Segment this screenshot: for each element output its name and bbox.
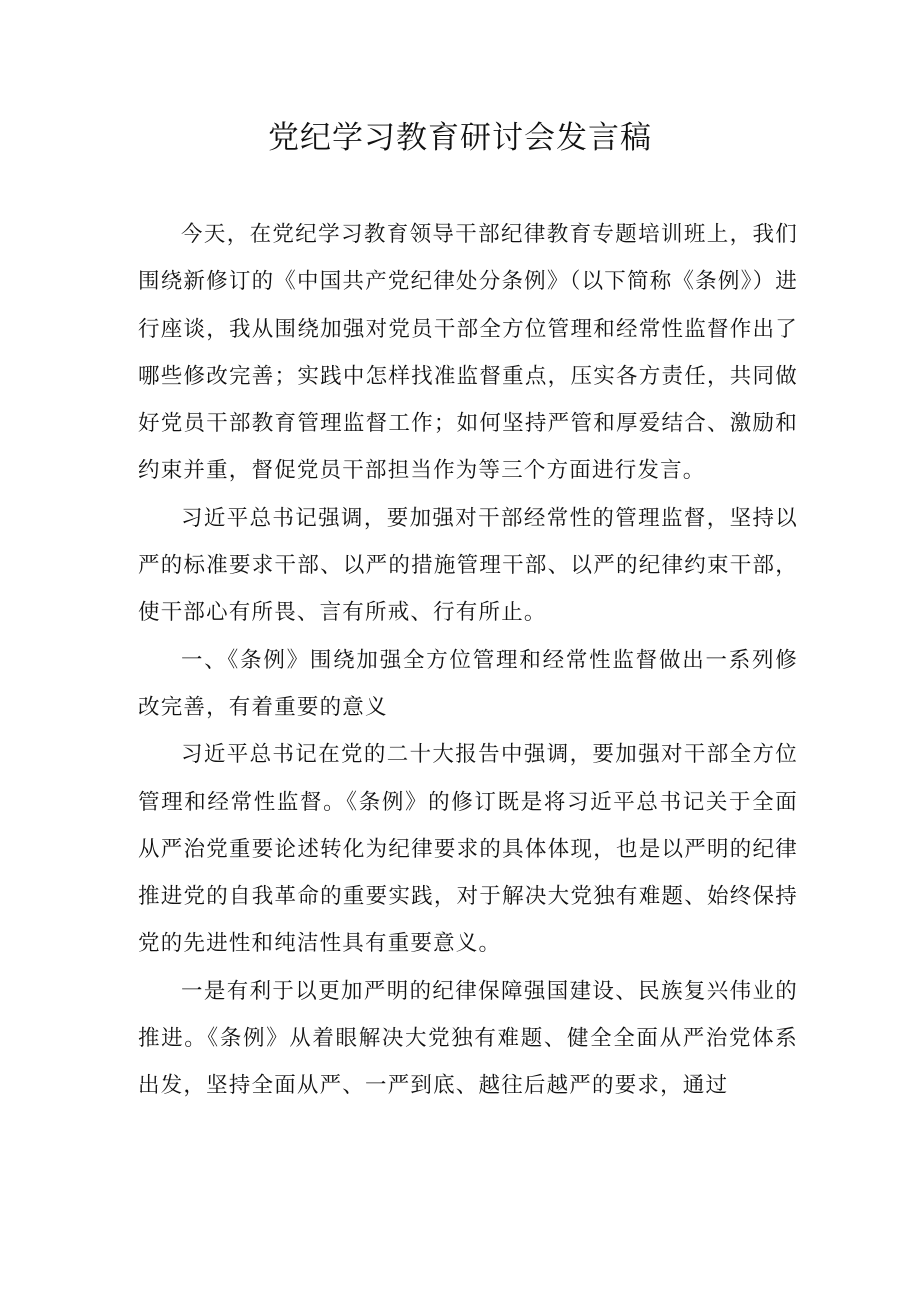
document-title: 党纪学习教育研讨会发言稿 bbox=[268, 120, 652, 156]
document-body bbox=[138, 211, 798, 1110]
section-heading-1: 一、《条例》围绕加强全方位管理和经常性监督做出一系列修改完善，有着重要的意义 bbox=[138, 647, 798, 720]
paragraph-significance: 习近平总书记在党的二十大报告中强调，要加强对干部全方位管理和经常性监督。《条例》的修订既是将习近平总书记关于全面从严治党重要论述转化为纪律要求的具体体现，也是以严明的纪律推进党的自我革命的重要实践，对于解决大党独有难题、始终保持党的先进性和纯洁性具有重要意义。 bbox=[138, 742, 798, 957]
paragraph-intro: 今天，在党纪学习教育领导干部纪律教育专题培训班上，我们围绕新修订的《中国共产党纪律处分条例》（以下简称《条例》）进行座谈，我从围绕加强对党员干部全方位管理和经常性监督作出了哪些修改完善；实践中怎样找准监督重点，压实各方责任，共同做好党员干部教育管理监督工作；如何坚持严管和厚爱结合、激励和约束并重，督促党员干部担当作为等三个方面进行发言。 bbox=[138, 222, 798, 484]
paragraph-quote: 习近平总书记强调，要加强对干部经常性的管理监督，坚持以严的标准要求干部、以严的措施管理干部、以严的纪律约束干部，使干部心有所畏、言有所戒、行有所止。 bbox=[138, 505, 798, 626]
paragraph-point-one: 一是有利于以更加严明的纪律保障强国建设、民族复兴伟业的推进。《条例》从着眼解决大党独有难题、健全全面从严治党体系出发，坚持全面从严、一严到底、越往后越严的要求，通过 bbox=[138, 978, 798, 1099]
